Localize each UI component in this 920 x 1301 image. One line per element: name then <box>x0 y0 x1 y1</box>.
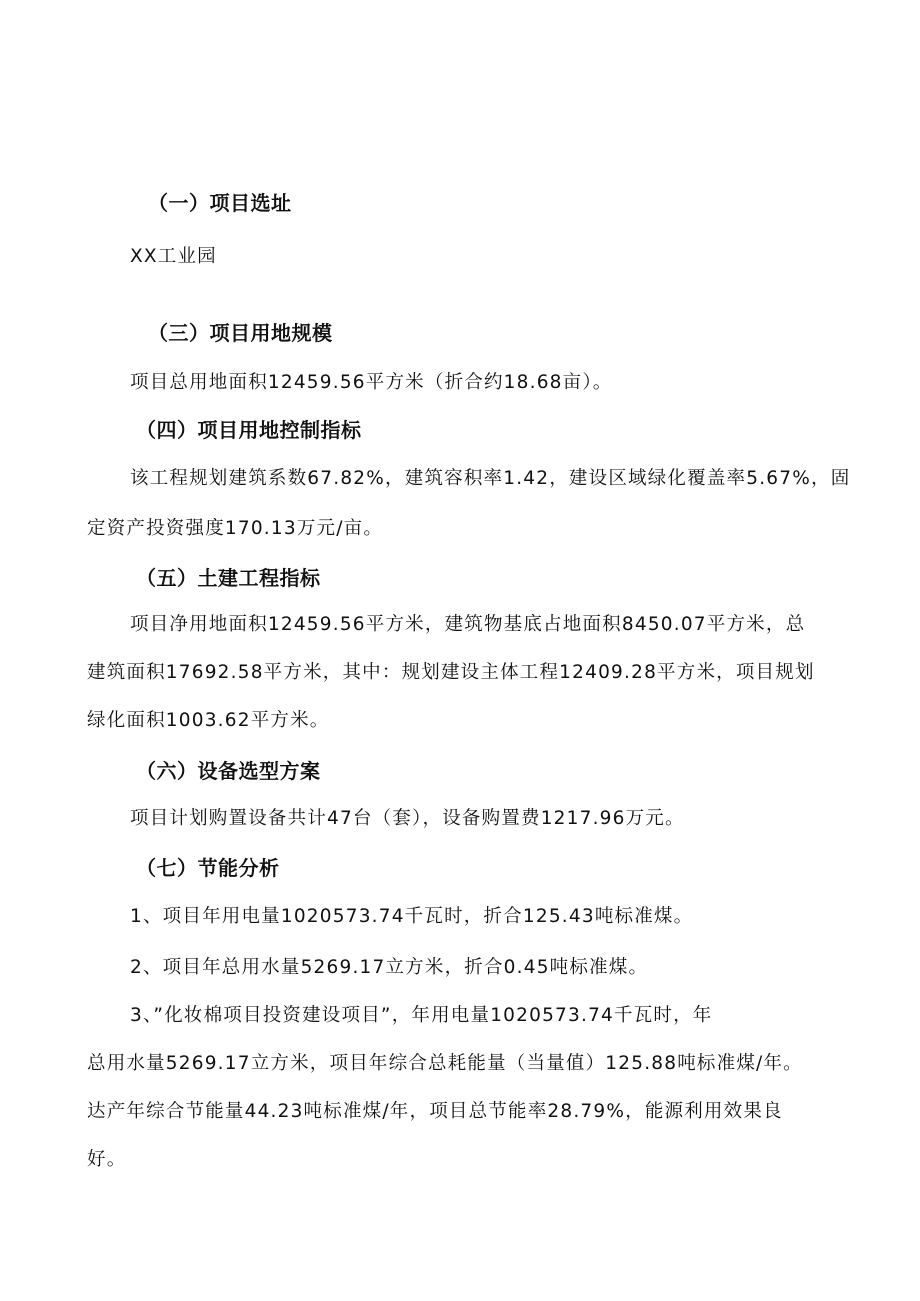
paragraph-line: 项目总用地面积12459.56平方米（折合约18.68亩）。 <box>130 372 613 393</box>
paragraph-line: 2、项目年总用水量5269.17立方米，折合0.45吨标准煤。 <box>130 957 649 978</box>
paragraph-line: 总用水量5269.17立方米，项目年综合总耗能量（当量值）125.88吨标准煤/年。 <box>87 1053 803 1074</box>
paragraph-line: XX工业园 <box>130 246 217 267</box>
paragraph-line: 定资产投资强度170.13万元/亩。 <box>87 518 384 539</box>
paragraph-line: 项目净用地面积12459.56平方米，建筑物基底占地面积8450.07平方米，总 <box>130 614 806 635</box>
paragraph-line: 1、项目年用电量1020573.74千瓦时，折合125.43吨标准煤。 <box>130 906 694 927</box>
heading-civil-engineering-indicators: （五）土建工程指标 <box>136 566 321 590</box>
heading-land-control-indicators: （四）项目用地控制指标 <box>136 418 362 442</box>
heading-land-scale: （三）项目用地规模 <box>148 321 333 345</box>
paragraph-line: 绿化面积1003.62平方米。 <box>87 710 330 731</box>
paragraph-line: 达产年综合节能量44.23吨标准煤/年，项目总节能率28.79%，能源利用效果良 <box>87 1101 783 1122</box>
paragraph-line: 该工程规划建筑系数67.82%，建筑容积率1.42，建设区域绿化覆盖率5.67%，固 <box>130 468 851 489</box>
paragraph-line: 好。 <box>87 1149 127 1170</box>
heading-energy-analysis: （七）节能分析 <box>136 856 280 880</box>
paragraph-line: 建筑面积17692.58平方米，其中：规划建设主体工程12409.28平方米，项目规划 <box>87 662 815 683</box>
paragraph-line: 3、”化妆棉项目投资建设项目”，年用电量1020573.74千瓦时，年 <box>130 1005 713 1026</box>
heading-equipment-selection: （六）设备选型方案 <box>136 759 321 783</box>
heading-project-site: （一）项目选址 <box>148 191 292 215</box>
paragraph-line: 项目计划购置设备共计47台（套），设备购置费1217.96万元。 <box>130 808 685 829</box>
